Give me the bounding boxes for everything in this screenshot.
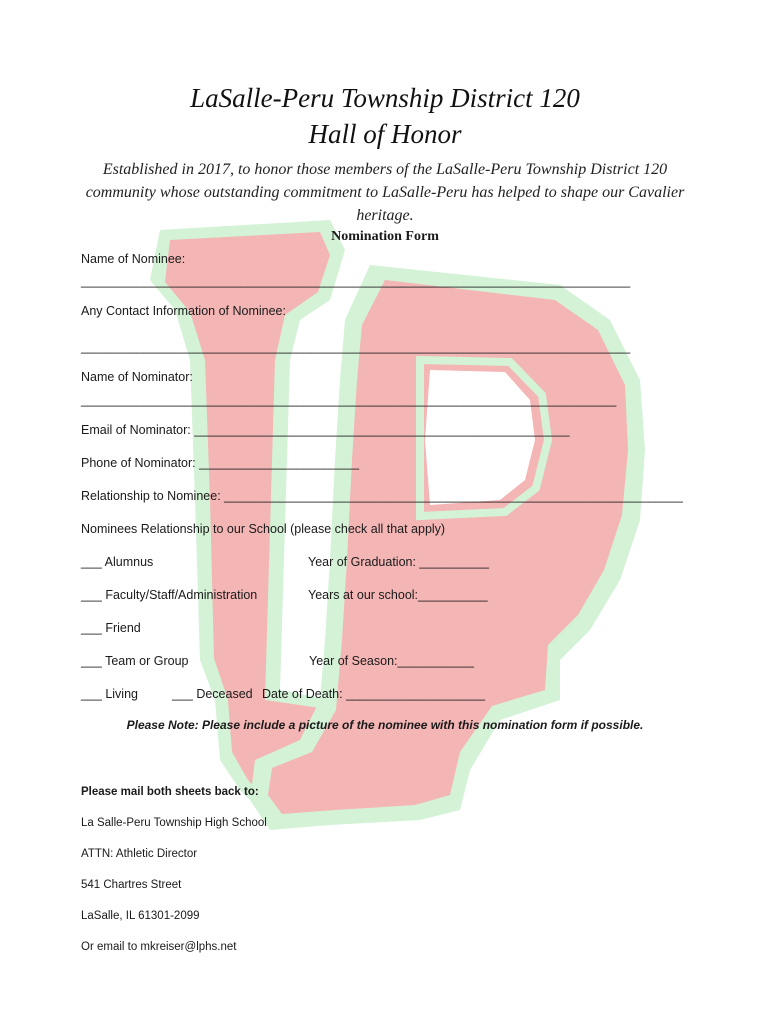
street-address: 541 Chartres Street	[81, 879, 182, 891]
nominator-name-label: Name of Nominator:	[81, 370, 193, 384]
nominator-name-field[interactable]: _____________________________________________________________________________	[81, 393, 617, 407]
season-year-field[interactable]: Year of Season:___________	[309, 654, 474, 668]
date-of-death-field[interactable]: Date of Death: ____________________	[262, 687, 486, 701]
nominator-phone-field[interactable]: Phone of Nominator: _______________________	[81, 456, 360, 470]
faculty-checkbox[interactable]: ___ Faculty/Staff/Administration	[81, 588, 258, 602]
mail-heading: Please mail both sheets back to:	[81, 786, 259, 798]
team-checkbox[interactable]: ___ Team or Group	[81, 654, 189, 668]
page-title: LaSalle-Peru Township District 120	[190, 83, 580, 113]
nominee-name-label: Name of Nominee:	[81, 252, 186, 266]
intro-paragraph: Established in 2017, to honor those members of the LaSalle-Peru Township District 120 community whose outstanding commitment to LaSalle-Peru has helped to shape our Cavalier heritage.	[85, 161, 685, 224]
form-heading: Nomination Form	[331, 229, 439, 244]
school-relationship-heading: Nominees Relationship to our School (please check all that apply)	[81, 522, 446, 536]
graduation-year-field[interactable]: Year of Graduation: __________	[308, 555, 489, 569]
living-checkbox[interactable]: ___ Living	[81, 687, 138, 701]
attn-line: ATTN: Athletic Director	[81, 848, 198, 860]
relationship-field[interactable]: Relationship to Nominee: __________________________________________________________________	[81, 489, 683, 503]
years-at-school-field[interactable]: Years at our school:__________	[308, 588, 488, 602]
city-state-zip: LaSalle, IL 61301-2099	[81, 910, 200, 922]
friend-checkbox[interactable]: ___ Friend	[81, 621, 141, 635]
picture-note: Please Note: Please include a picture of the nominee with this nomination form if possible.	[126, 718, 644, 732]
school-name: La Salle-Peru Township High School	[81, 817, 267, 829]
nominee-contact-label: Any Contact Information of Nominee:	[81, 304, 286, 318]
alumnus-checkbox[interactable]: ___ Alumnus	[81, 555, 154, 569]
nominee-name-field[interactable]: _______________________________________________________________________________	[81, 274, 631, 288]
deceased-checkbox[interactable]: ___ Deceased	[172, 687, 253, 701]
email-line[interactable]: Or email to mkreiser@lphs.net	[81, 941, 237, 953]
nominator-email-field[interactable]: Email of Nominator: ______________________________________________________	[81, 423, 570, 437]
page-subtitle-hall-of-honor: Hall of Honor	[308, 119, 462, 149]
nominee-contact-field[interactable]: _______________________________________________________________________________	[81, 340, 631, 354]
